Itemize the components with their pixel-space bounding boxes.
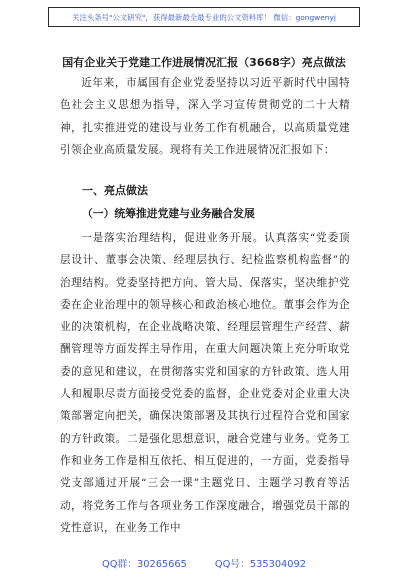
qq-group-link[interactable]: QQ群：30265665 (101, 559, 187, 570)
footer (0, 556, 408, 570)
document-title: 国有企业关于党建工作进展情况汇报（3668字）亮点做法 (62, 56, 346, 69)
qq-number-link[interactable]: QQ号：535304092 (214, 559, 306, 570)
subsection-heading: （一）统筹推进党建与业务融合发展 (82, 207, 255, 220)
intro-paragraph: 近年来，市属国有企业党委坚持以习近平新时代中国特色社会主义思想为指导，深入学习宣传贯彻党的二十大精神，扎实推进党的建设与业务工作有机融合，以高质量党建引领企业高质量发展。现将有关工作进展情况汇报如下： (60, 77, 350, 156)
section-heading: 一、亮点做法 (82, 184, 148, 197)
header-banner: 关注头条号"公文研究"，获得最新最全最专业的公文资料库！ 微信：gongwenyj (48, 7, 360, 27)
body-paragraph: 一是落实治理结构，促进业务开展。认真落实“党委顶层设计、董事会决策、经理层执行、纪检监察机构监督”的治理结构。党委坚持把方向、管大局、保落实，坚决维护党委在企业治理中的领导核心和政治核心地位。董事会作为企业的决策机构，在企业战略决策、经理层管理生产经营、薪酬管理等方面发挥主导作用，在重大问题决策上充分听取党委的意见和建议，在贯彻落实党和国家的方针政策、选人用人和履职尽责方面接受党委的监督，企业党委对企业重大决策部署定向把关，确保决策部署及其执行过程符合党和国家的方针政策。二是强化思想意识，融合党建与业务。党务工作和业务工作是相互依托、相互促进的，一方面，党委指导党支部通过开展“三会一课”主题党日、主题学习教育等活动，将党务工作与各项业务工作深度融合，增强党员干部的党性意识，在业务工作中 (60, 232, 350, 534)
